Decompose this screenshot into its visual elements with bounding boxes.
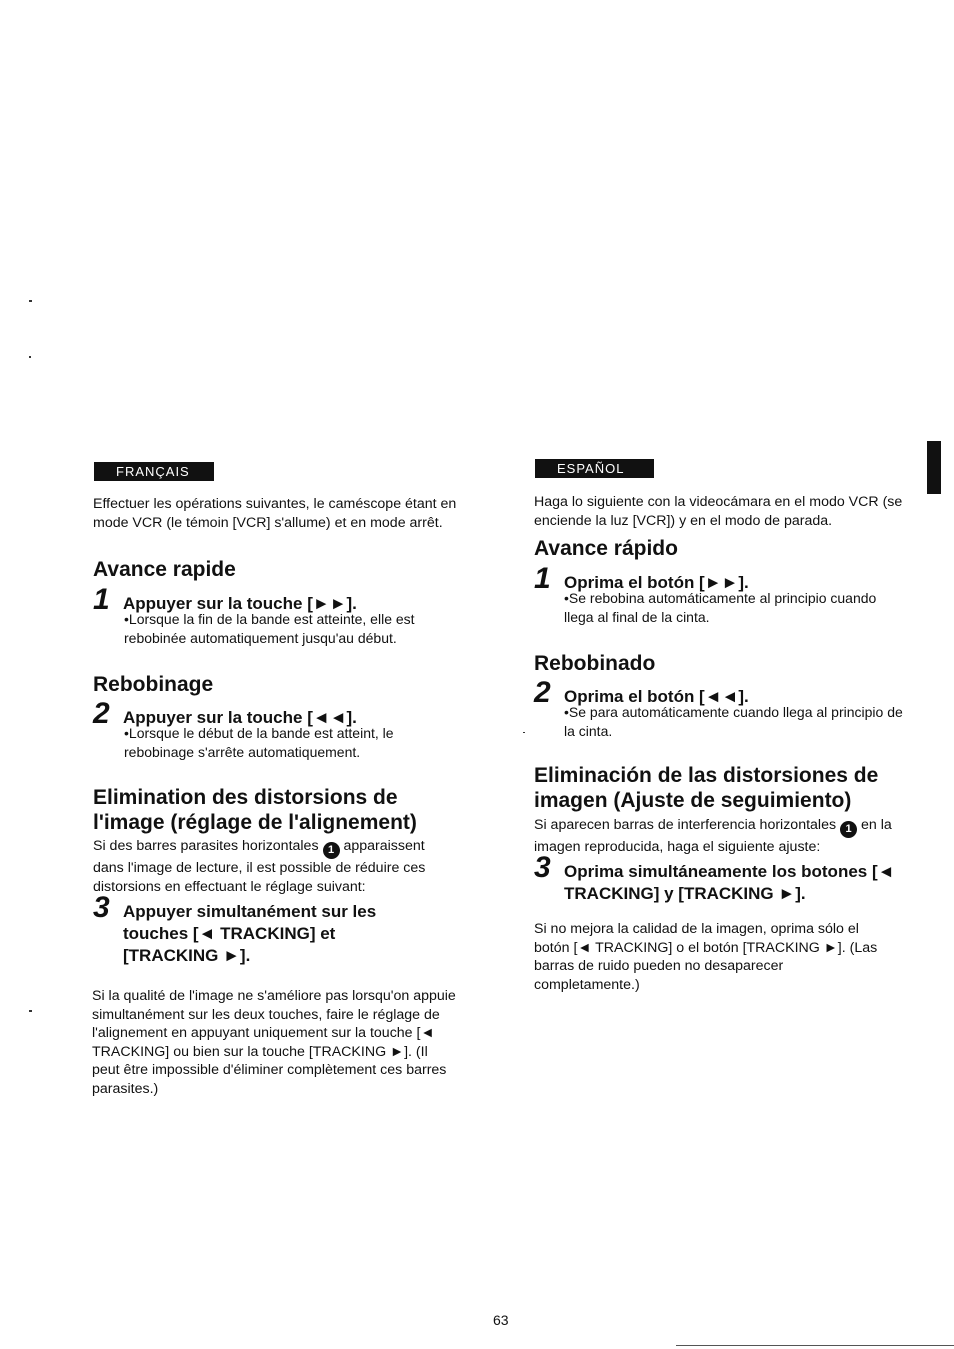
step-instruction: Oprima simultáneamente los botones [◄ TRACKING] y [TRACKING ►]. [564, 862, 895, 903]
language-tag-french: FRANÇAIS [94, 462, 214, 481]
step-3-es [534, 851, 909, 905]
scan-speck [523, 732, 525, 733]
intro-part-b: en la imagen reproducida, haga el siguiente ajuste: [534, 817, 892, 855]
note-fast-forward-fr: •Lorsque la fin de la bande est atteinte, elle est rebobinée automatiquement jusqu'au début. [124, 611, 415, 646]
page-number: 63 [493, 1312, 509, 1328]
section-title-tracking-es: Eliminación de las distorsiones de imagen (Ajuste de seguimiento) [534, 764, 879, 812]
step-instruction: Oprima el botón [◄◄]. [564, 687, 749, 706]
intro-tracking-es [534, 816, 909, 857]
section-title-rewind-es: Rebobinado [534, 652, 656, 675]
section-title-fast-forward-es: Avance rápido [534, 537, 678, 560]
intro-tracking-fr [93, 837, 458, 896]
section-title-fast-forward-fr: Avance rapide [93, 558, 236, 581]
tracking-note-fr: Si la qualité de l'image ne s'améliore pas lorsqu'on appuie simultanément sur les deux touches, faire le réglage de l'alignement en appuyant uniquement sur la touche [◄ TRACKING] ou bien sur la touche [TRACKING ►]. (Il peut être impossible d'éliminer complètement ces barres parasites.) [92, 988, 456, 1097]
scan-speck [29, 356, 31, 358]
note-rewind-es: •Se para automáticamente cuando llega al principio de la cinta. [564, 704, 903, 739]
step-instruction: Appuyer sur la touche [►►]. [123, 594, 357, 613]
step-number: 3 [534, 851, 551, 884]
note-rewind-fr: •Lorsque le début de la bande est atteint, le rebobinage s'arrête automatiquement. [124, 725, 394, 760]
intro-text-french: Effectuer les opérations suivantes, le caméscope étant en mode VCR (le témoin [VCR] s'allume) et en mode arrêt. [93, 496, 457, 531]
section-title-tracking-fr: Elimination des distorsions de l'image (réglage de l'alignement) [93, 786, 417, 834]
footer-rule [676, 1345, 954, 1346]
section-marker-bar [927, 441, 941, 494]
step-instruction: Appuyer simultanément sur les touches [◄ TRACKING] et [TRACKING ►]. [123, 902, 377, 965]
section-title-rewind-fr: Rebobinage [93, 673, 214, 696]
note-fast-forward-es: •Se rebobina automáticamente al principio cuando llega al final de la cinta. [564, 590, 877, 625]
step-number: 2 [534, 676, 551, 709]
callout-marker-icon: 1 [840, 821, 857, 838]
scan-speck [29, 300, 32, 302]
step-number: 3 [93, 891, 110, 924]
intro-text-spanish: Haga lo siguiente con la videocámara en el modo VCR (se enciende la luz [VCR]) y en el modo de parada. [534, 494, 903, 529]
intro-part-a: Si des barres parasites horizontales [93, 838, 319, 854]
intro-part-b: apparaissent dans l'image de lecture, il est possible de réduire ces distorsions en effectuant le réglage suivant: [93, 838, 426, 895]
scan-speck [29, 1010, 32, 1012]
callout-marker-icon: 1 [323, 842, 340, 859]
tracking-note-es: Si no mejora la calidad de la imagen, oprima sólo el botón [◄ TRACKING] o el botón [TRACKING ►]. (Las barras de ruido pueden no desaparecer completamente.) [534, 921, 878, 993]
step-instruction: Oprima el botón [►►]. [564, 573, 749, 592]
step-number: 1 [534, 562, 551, 595]
step-number: 2 [93, 697, 110, 730]
language-tag-spanish: ESPAÑOL [535, 459, 654, 478]
step-instruction: Appuyer sur la touche [◄◄]. [123, 708, 357, 727]
intro-part-a: Si aparecen barras de interferencia horizontales [534, 817, 837, 833]
step-number: 1 [93, 583, 110, 616]
step-3-fr [93, 891, 438, 967]
